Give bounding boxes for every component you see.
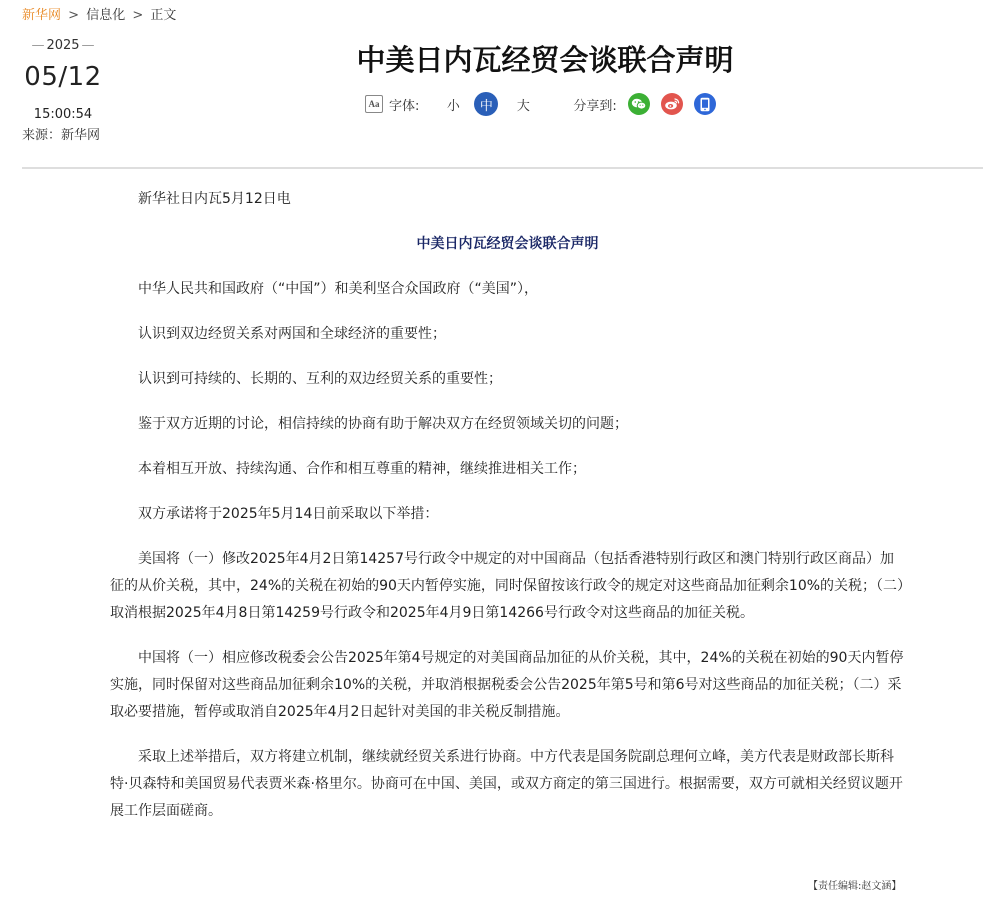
publish-year: 2025 bbox=[46, 38, 80, 53]
article-dateline: 新华社日内瓦5月12日电 bbox=[138, 191, 291, 207]
wechat-icon[interactable] bbox=[628, 93, 650, 115]
page-title: 中美日内瓦经贸会谈联合声明 bbox=[356, 43, 734, 77]
publish-date bbox=[22, 38, 104, 123]
article-paragraph: 美国将（一）修改2025年4月2日第14257号行政令中规定的对中国商品（包括香港特别行政区和澳门特别行政区商品）加征的从价关税，其中，24%的关税在初始的90天内暂停实施，同时保留按该行政令的规定对这些商品加征剩余10%的关税；（二）取消根据2025年4月8日第14259号行政令和2025年4月9日第14266号行政令对这些商品的加征关税。 bbox=[110, 551, 905, 621]
article-paragraph: 本着相互开放、持续沟通、合作和相互尊重的精神，继续推进相关工作； bbox=[138, 461, 586, 477]
breadcrumb bbox=[22, 7, 176, 25]
article-paragraph: 中国将（一）相应修改税委会公告2025年第4号规定的对美国商品加征的从价关税，其中，24%的关税在初始的90天内暂停实施，同时保留对这些商品加征剩余10%的关税，并取消根据税委会公告2025年第5号和第6号对这些商品的加征关税；（二）采取必要措施，暂停或取消自2025年4月2日起针对美国的非关税反制措施。 bbox=[110, 650, 904, 720]
breadcrumb-separator: > bbox=[68, 8, 80, 23]
font-size-label: 字体: bbox=[389, 98, 420, 114]
year-dash-left: — bbox=[31, 38, 45, 53]
article-paragraph: 双方承诺将于2025年5月14日前采取以下举措： bbox=[138, 506, 439, 522]
weibo-icon[interactable] bbox=[661, 93, 683, 115]
publish-year-row bbox=[22, 38, 104, 54]
publish-time: 15:00:54 bbox=[33, 107, 93, 122]
article-paragraph: 认识到可持续的、长期的、互利的双边经贸关系的重要性； bbox=[138, 371, 502, 387]
article-toolbar bbox=[365, 92, 716, 116]
font-medium-button[interactable]: 中 bbox=[474, 92, 498, 116]
year-dash-right: — bbox=[81, 38, 95, 53]
font-small-button[interactable]: 小 bbox=[446, 98, 460, 114]
breadcrumb-section-link[interactable]: 信息化 bbox=[86, 8, 126, 23]
article-paragraph: 鉴于双方近期的讨论，相信持续的协商有助于解决双方在经贸领域关切的问题； bbox=[138, 416, 628, 432]
article-source: 来源：新华网 bbox=[22, 128, 101, 143]
publish-month-day: 05/12 bbox=[24, 62, 102, 92]
share-label: 分享到: bbox=[573, 98, 617, 114]
article-body bbox=[110, 186, 905, 825]
breadcrumb-current: 正文 bbox=[150, 8, 177, 23]
breadcrumb-home-link[interactable]: 新华网 bbox=[22, 8, 62, 23]
mobile-icon[interactable] bbox=[694, 93, 716, 115]
breadcrumb-separator: > bbox=[132, 8, 144, 23]
responsible-editor: 【责任编辑:赵文涵】 bbox=[808, 881, 902, 892]
font-size-icon: Aa bbox=[365, 95, 383, 113]
article-paragraph: 认识到双边经贸关系对两国和全球经济的重要性； bbox=[138, 326, 446, 342]
article-paragraph: 中华人民共和国政府（“中国”）和美利坚合众国政府（“美国”）， bbox=[138, 281, 539, 297]
font-large-button[interactable]: 大 bbox=[516, 98, 530, 114]
article-subtitle: 中美日内瓦经贸会谈联合声明 bbox=[416, 236, 599, 252]
header-divider bbox=[22, 167, 983, 169]
article-paragraph: 采取上述举措后，双方将建立机制，继续就经贸关系进行协商。中方代表是国务院副总理何立峰，美方代表是财政部长斯科特·贝森特和美国贸易代表贾米森·格里尔。协商可在中国、美国，或双方商定的第三国进行。根据需要，双方可就相关经贸议题开展工作层面磋商。 bbox=[110, 749, 903, 819]
